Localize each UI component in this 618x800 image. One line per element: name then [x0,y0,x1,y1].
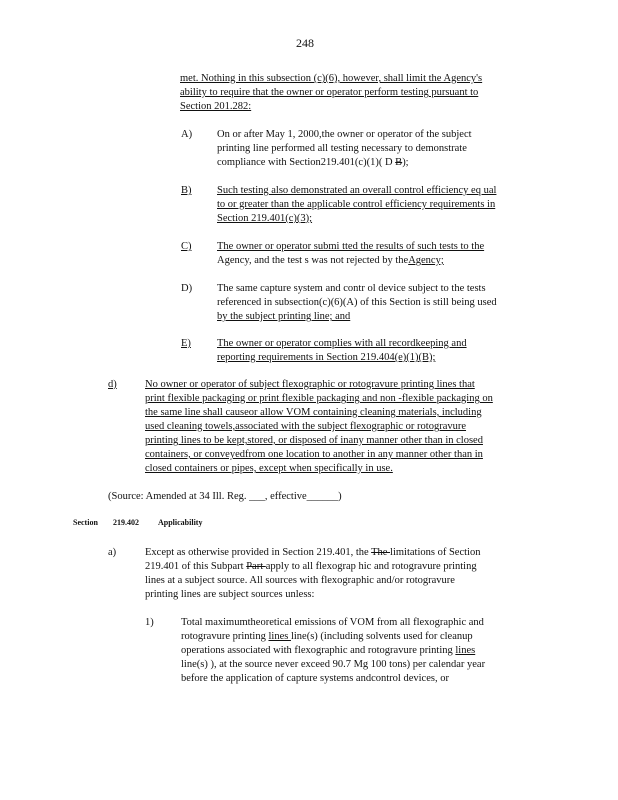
text-line: Section 201.282: [180,101,252,112]
item-b-label: B) [181,185,192,196]
text-line: to or greater than the applicable control efficiency requirements in [217,199,496,210]
text-line: met. Nothing in this subsection (c)(6), however, shall limit the Agency's [180,73,483,84]
underlined-text: lines [268,631,291,642]
text-line: The owner or operator submi tted the results of such tests to the [217,241,485,252]
item-a-label: A) [181,129,193,140]
para-a-label: a) [108,547,117,558]
text-segment: ); [402,157,409,168]
text-segment: operations associated with flexographic and rotogravure printing [181,645,456,656]
text-segment: apply to all flexograp hic and rotogravure printing [265,561,477,572]
text-line: the same line shall causeor allow VOM containing cleaning materials, including [145,407,482,418]
text-line [217,156,472,170]
section-title: Applicability [158,518,203,527]
text-line [145,546,480,560]
item-e-label: E) [181,338,191,349]
text-line: reporting requirements in Section 219.404(e)(1)(B); [217,352,436,363]
section-number: 219.402 [113,518,139,527]
text-segment: limitations of Section [390,547,481,558]
text-line: referenced in subsection(c)(6)(A) of this Section is still being used [217,297,497,308]
sub-1-text [181,616,485,686]
underlined-text: lines [455,645,476,656]
text-line [181,630,485,644]
text-segment: Except as otherwise provided in Section 219.401, the [145,547,372,558]
item-a-text [217,128,472,170]
text-line: by the subject printing line; and [217,311,351,322]
struck-text: B [395,157,403,168]
text-line: ability to require that the owner or operator perform testing pursuant to [180,87,479,98]
para-a-text [145,546,480,602]
source-note [108,490,342,504]
text-line: printing lines are subject sources unless: [145,589,315,600]
text-segment: Agency, and the test s was not rejected by the [217,255,409,266]
text-line: printing line performed all testing necessary to demonstrate [217,143,467,154]
struck-text: The [371,547,391,558]
text-line: lines at a subject source. All sources with flexographic and/or rotogravure [145,575,455,586]
text-line: The same capture system and contr ol device subject to the tests [217,283,486,294]
text-line: No owner or operator of subject flexographic or rotogravure printing lines that [145,379,475,390]
page-number: 248 [296,36,314,50]
text-line [217,254,484,268]
item-e-text [217,337,467,365]
text-line: Such testing also demonstrated an overall control efficiency eq ual [217,185,497,196]
text-line: The owner or operator complies with all recordkeeping and [217,338,467,349]
text-segment: line(s) (including solvents used for cleanup [290,631,473,642]
text-line: closed containers or pipes, except when specifically in use. [145,463,393,474]
text-segment: compliance with Section219.401(c)(1)( D [217,157,396,168]
text-line [181,644,485,658]
item-b-text [217,184,496,226]
text-line: (Source: Amended at 34 Ill. Reg. ___, effective______) [108,491,342,502]
item-c-text [217,240,484,268]
text-line: Section 219.401(c)(3); [217,213,313,224]
text-line: containers, or conveyedfrom one location to another in any manner other than in [145,449,483,460]
text-segment: 219.401 of this Subpart [145,561,247,572]
item-d-label: D) [181,283,193,294]
text-line: printing lines to be kept,stored, or disposed of inany manner other than in closed [145,435,483,446]
item-d-text [217,282,497,324]
intro-paragraph [180,72,482,114]
text-segment: Agency; [408,255,444,266]
sub-1-label: 1) [145,617,154,628]
struck-text: Part [246,561,266,572]
section-word: Section [73,518,98,527]
para-d-text [145,378,493,476]
text-line: print flexible packaging or print flexible packaging and non -flexible packaging on [145,393,493,404]
para-d-label: d) [108,379,117,390]
text-line [145,560,480,574]
text-line: On or after May 1, 2000,the owner or operator of the subject [217,129,472,140]
text-line: Total maximumtheoretical emissions of VOM from all flexographic and [181,617,484,628]
text-line: line(s) ), at the source never exceed 90.7 Mg 100 tons) per calendar year [181,659,486,670]
text-line: before the application of capture systems andcontrol devices, or [181,673,449,684]
text-segment: rotogravure printing [181,631,269,642]
item-c-label: C) [181,241,192,252]
text-line: used cleaning towels,associated with the subject flexographic or rotogravure [145,421,467,432]
